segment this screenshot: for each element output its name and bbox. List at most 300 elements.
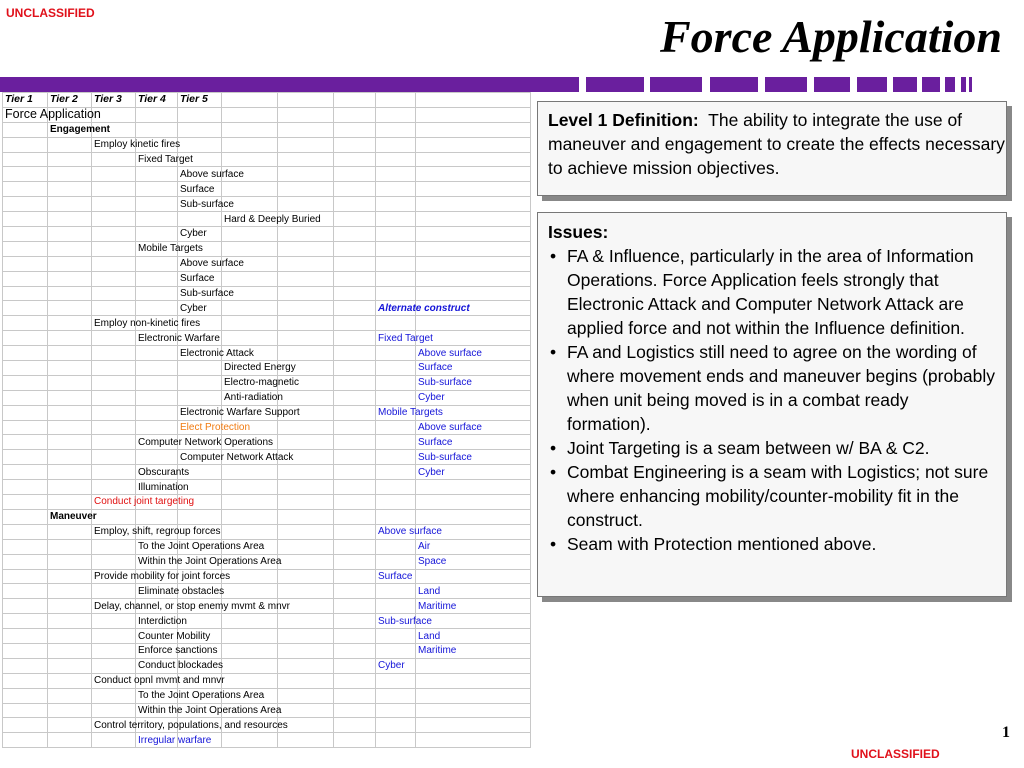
table-cell: Irregular warfare	[136, 733, 178, 748]
table-cell: Electro-magnetic	[222, 375, 278, 390]
table-cell-empty	[278, 286, 334, 301]
table-cell-empty	[334, 375, 376, 390]
table-cell-empty	[48, 182, 92, 197]
table-cell-empty	[222, 301, 278, 316]
table-cell-empty	[222, 316, 278, 331]
table-cell-empty	[416, 614, 531, 629]
table-cell-empty	[48, 271, 92, 286]
table-row	[3, 137, 531, 152]
table-cell: Control territory, populations, and resources	[92, 718, 136, 733]
table-cell-empty	[222, 107, 278, 122]
table-cell-empty	[376, 450, 416, 465]
table-cell-empty	[334, 599, 376, 614]
table-cell-empty	[416, 122, 531, 137]
table-cell-empty	[334, 629, 376, 644]
table-cell-empty	[222, 227, 278, 242]
table-cell-empty	[416, 718, 531, 733]
table-cell-empty	[178, 509, 222, 524]
table-cell-empty	[92, 212, 136, 227]
table-cell-empty	[376, 107, 416, 122]
table-cell: Fixed Target	[136, 152, 178, 167]
table-cell-empty	[3, 182, 48, 197]
table-row	[3, 301, 531, 316]
table-header-row	[3, 93, 531, 108]
table-cell-empty	[278, 554, 334, 569]
table-cell-empty	[136, 271, 178, 286]
table-cell: Computer Network Operations	[136, 435, 178, 450]
table-cell-empty	[278, 390, 334, 405]
table-cell-empty	[376, 554, 416, 569]
table-cell-empty	[278, 584, 334, 599]
table-cell-empty	[92, 733, 136, 748]
table-cell-empty	[3, 331, 48, 346]
table-cell-empty	[92, 301, 136, 316]
table-row	[3, 539, 531, 554]
table-cell-empty	[222, 733, 278, 748]
table-cell: Hard & Deeply Buried	[222, 212, 278, 227]
table-row	[3, 420, 531, 435]
table-cell-empty	[48, 658, 92, 673]
table-row	[3, 495, 531, 510]
table-cell: Maneuver	[48, 509, 92, 524]
table-cell-empty	[416, 673, 531, 688]
table-row	[3, 286, 531, 301]
table-cell-empty	[3, 212, 48, 227]
table-cell-empty	[92, 435, 136, 450]
table-cell-empty	[334, 256, 376, 271]
table-row	[3, 465, 531, 480]
table-cell-empty	[334, 182, 376, 197]
table-cell-empty	[48, 733, 92, 748]
table-cell-empty	[136, 212, 178, 227]
table-cell-empty	[334, 569, 376, 584]
table-cell-empty	[416, 733, 531, 748]
table-cell: Employ kinetic fires	[92, 137, 136, 152]
table-cell-empty	[48, 688, 92, 703]
table-cell-empty	[48, 643, 92, 658]
table-row	[3, 584, 531, 599]
table-row	[3, 703, 531, 718]
table-cell-empty	[278, 658, 334, 673]
table-row	[3, 599, 531, 614]
table-cell-empty	[416, 495, 531, 510]
table-cell-empty	[92, 361, 136, 376]
table-cell-empty	[376, 256, 416, 271]
table-cell: Conduct joint targeting	[92, 495, 136, 510]
table-cell: Surface	[416, 361, 531, 376]
table-header-cell: Tier 2	[48, 93, 92, 108]
table-cell-empty	[3, 346, 48, 361]
table-cell-empty	[334, 509, 376, 524]
table-header-cell	[222, 93, 278, 108]
table-cell-empty	[92, 450, 136, 465]
table-cell-empty	[278, 703, 334, 718]
table-cell: Land	[416, 584, 531, 599]
table-row	[3, 614, 531, 629]
table-cell-empty	[376, 122, 416, 137]
table-cell-empty	[222, 241, 278, 256]
table-row	[3, 390, 531, 405]
table-cell: Counter Mobility	[136, 629, 178, 644]
table-row	[3, 361, 531, 376]
table-cell-empty	[92, 480, 136, 495]
table-cell-empty	[334, 152, 376, 167]
table-cell-empty	[376, 420, 416, 435]
table-cell-empty	[178, 122, 222, 137]
table-cell-empty	[136, 361, 178, 376]
table-row	[3, 554, 531, 569]
table-cell-empty	[178, 212, 222, 227]
table-row	[3, 107, 531, 122]
table-cell-empty	[416, 241, 531, 256]
table-cell-empty	[178, 137, 222, 152]
table-cell-empty	[222, 480, 278, 495]
table-cell-empty	[48, 346, 92, 361]
table-cell-empty	[48, 152, 92, 167]
table-cell-empty	[376, 465, 416, 480]
table-cell-empty	[278, 539, 334, 554]
table-cell: Electronic Warfare	[136, 331, 178, 346]
table-row	[3, 212, 531, 227]
table-cell: Eliminate obstacles	[136, 584, 178, 599]
table-cell-empty	[278, 152, 334, 167]
table-cell-empty	[376, 703, 416, 718]
table-cell: Delay, channel, or stop enemy mvmt & mnvr	[92, 599, 136, 614]
table-cell-empty	[278, 509, 334, 524]
table-cell-empty	[3, 688, 48, 703]
table-cell: Maritime	[416, 643, 531, 658]
table-row	[3, 256, 531, 271]
table-cell: Conduct blockades	[136, 658, 178, 673]
table-cell-empty	[222, 629, 278, 644]
table-cell-empty	[48, 375, 92, 390]
table-cell-empty	[334, 465, 376, 480]
table-cell-empty	[136, 450, 178, 465]
table-cell-empty	[376, 718, 416, 733]
definition-text: The ability to integrate the use of maneuver and engagement to create the effects necessary to achieve mission objectives.	[548, 110, 1005, 178]
table-cell-empty	[416, 107, 531, 122]
table-cell: Cyber	[376, 658, 416, 673]
table-cell-empty	[222, 152, 278, 167]
table-cell-empty	[334, 316, 376, 331]
table-cell-empty	[334, 420, 376, 435]
table-cell-empty	[48, 420, 92, 435]
table-cell-empty	[376, 137, 416, 152]
issues-label: Issues:	[548, 222, 609, 242]
table-cell-empty	[278, 629, 334, 644]
table-row	[3, 375, 531, 390]
table-cell-empty	[278, 256, 334, 271]
table-cell-empty	[136, 509, 178, 524]
table-cell-empty	[92, 465, 136, 480]
table-cell-empty	[278, 241, 334, 256]
table-cell-empty	[334, 643, 376, 658]
table-cell-empty	[3, 241, 48, 256]
table-cell-empty	[416, 227, 531, 242]
table-header-cell	[376, 93, 416, 108]
table-cell-empty	[376, 241, 416, 256]
table-cell-empty	[3, 122, 48, 137]
table-row	[3, 271, 531, 286]
table-cell-empty	[136, 167, 178, 182]
table-cell-empty	[136, 301, 178, 316]
table-cell-empty	[334, 271, 376, 286]
table-cell-empty	[3, 718, 48, 733]
table-cell-empty	[416, 703, 531, 718]
table-cell-empty	[334, 227, 376, 242]
table-cell-empty	[416, 167, 531, 182]
table-cell: Employ, shift, regroup forces	[92, 524, 136, 539]
table-cell-empty	[3, 509, 48, 524]
table-cell-empty	[48, 539, 92, 554]
table-cell-empty	[48, 584, 92, 599]
table-cell-empty	[416, 256, 531, 271]
table-cell-empty	[92, 286, 136, 301]
table-cell-empty	[3, 584, 48, 599]
table-cell-empty	[278, 182, 334, 197]
table-cell-empty	[278, 197, 334, 212]
table-cell-empty	[136, 390, 178, 405]
table-cell: Electronic Warfare Support	[178, 405, 222, 420]
table-cell-empty	[48, 137, 92, 152]
table-cell-empty	[48, 331, 92, 346]
table-cell: Above surface	[416, 346, 531, 361]
table-cell-empty	[92, 390, 136, 405]
table-cell-empty	[48, 301, 92, 316]
table-cell-empty	[136, 375, 178, 390]
table-cell: Anti-radiation	[222, 390, 278, 405]
table-cell-empty	[334, 361, 376, 376]
table-cell-empty	[178, 361, 222, 376]
table-cell-empty	[334, 703, 376, 718]
table-cell-empty	[416, 569, 531, 584]
table-cell-empty	[376, 629, 416, 644]
table-cell-empty	[92, 271, 136, 286]
table-cell-empty	[416, 509, 531, 524]
table-cell-empty	[48, 629, 92, 644]
table-cell-empty	[3, 495, 48, 510]
table-cell-empty	[334, 107, 376, 122]
table-cell: Within the Joint Operations Area	[136, 554, 178, 569]
table-row	[3, 152, 531, 167]
table-cell-empty	[48, 316, 92, 331]
table-cell-empty	[278, 107, 334, 122]
table-cell-empty	[3, 375, 48, 390]
table-cell-empty	[376, 435, 416, 450]
table-cell-empty	[222, 584, 278, 599]
table-cell-empty	[92, 167, 136, 182]
table-cell-empty	[92, 256, 136, 271]
issue-item: • FA and Logistics still need to agree on the wording of where movement ends and maneuver begins (probably when unit being moved is in a combat ready formation).	[548, 340, 996, 436]
table-cell-empty	[376, 539, 416, 554]
table-cell-empty	[376, 286, 416, 301]
table-cell-empty	[334, 733, 376, 748]
issues-box	[537, 212, 1007, 597]
table-cell-empty	[3, 450, 48, 465]
table-cell-empty	[48, 241, 92, 256]
table-cell: Enforce sanctions	[136, 643, 178, 658]
table-cell: Sub-surface	[376, 614, 416, 629]
table-cell: Above surface	[178, 256, 222, 271]
table-cell-empty	[376, 509, 416, 524]
table-cell-empty	[334, 718, 376, 733]
table-cell: Elect Protection	[178, 420, 222, 435]
table-cell-empty	[3, 137, 48, 152]
table-cell-empty	[334, 614, 376, 629]
table-cell-empty	[48, 673, 92, 688]
table-cell: Alternate construct	[376, 301, 416, 316]
page-number: 1	[1002, 724, 1010, 741]
table-cell-empty	[278, 643, 334, 658]
table-cell-empty	[416, 688, 531, 703]
table-cell-empty	[278, 673, 334, 688]
table-cell-empty	[48, 554, 92, 569]
table-cell-empty	[376, 584, 416, 599]
table-cell: Sub-surface	[178, 197, 222, 212]
table-cell-empty	[278, 301, 334, 316]
table-cell-empty	[278, 569, 334, 584]
table-cell-empty	[48, 524, 92, 539]
table-cell-empty	[92, 331, 136, 346]
table-cell: Cyber	[416, 390, 531, 405]
table-cell: Interdiction	[136, 614, 178, 629]
table-cell-empty	[136, 256, 178, 271]
table-row	[3, 405, 531, 420]
table-cell-empty	[136, 346, 178, 361]
table-row	[3, 122, 531, 137]
table-header-cell: Tier 3	[92, 93, 136, 108]
table-cell-empty	[3, 197, 48, 212]
table-cell: Employ non-kinetic fires	[92, 316, 136, 331]
table-row	[3, 167, 531, 182]
table-cell-empty	[376, 643, 416, 658]
table-cell-empty	[3, 167, 48, 182]
table-cell: Land	[416, 629, 531, 644]
table-cell-empty	[334, 331, 376, 346]
table-cell-empty	[278, 227, 334, 242]
table-cell: Above surface	[416, 420, 531, 435]
table-cell-empty	[92, 509, 136, 524]
table-cell: Fixed Target	[376, 331, 416, 346]
table-cell-empty	[416, 271, 531, 286]
table-cell-empty	[92, 703, 136, 718]
table-cell-empty	[334, 241, 376, 256]
table-row	[3, 480, 531, 495]
table-cell-empty	[278, 331, 334, 346]
table-cell-empty	[376, 361, 416, 376]
table-cell-empty	[222, 137, 278, 152]
table-cell-empty	[416, 286, 531, 301]
table-cell-empty	[92, 629, 136, 644]
table-cell-empty	[334, 584, 376, 599]
table-cell-empty	[376, 167, 416, 182]
table-cell-empty	[416, 152, 531, 167]
table-cell-empty	[416, 137, 531, 152]
table-cell-empty	[3, 554, 48, 569]
table-cell-empty	[416, 182, 531, 197]
table-cell-empty	[92, 375, 136, 390]
table-cell-empty	[278, 346, 334, 361]
table-cell-empty	[376, 733, 416, 748]
table-cell-empty	[278, 122, 334, 137]
table-cell-empty	[178, 390, 222, 405]
definition-label: Level 1 Definition:	[548, 110, 699, 130]
table-cell-empty	[376, 182, 416, 197]
table-header-cell	[416, 93, 531, 108]
table-row	[3, 718, 531, 733]
table-cell-empty	[136, 197, 178, 212]
table-cell-empty	[3, 569, 48, 584]
table-cell-empty	[92, 584, 136, 599]
table-cell-empty	[416, 480, 531, 495]
table-cell-empty	[48, 450, 92, 465]
table-row	[3, 182, 531, 197]
table-cell-empty	[334, 658, 376, 673]
definition-box	[537, 101, 1007, 196]
table-cell-empty	[376, 152, 416, 167]
table-cell-empty	[376, 480, 416, 495]
table-cell-empty	[178, 107, 222, 122]
table-cell-empty	[376, 316, 416, 331]
table-cell-empty	[416, 658, 531, 673]
table-cell-empty	[3, 271, 48, 286]
table-cell-empty	[222, 495, 278, 510]
slide-title: Force Application	[659, 11, 1002, 62]
table-cell-empty	[278, 316, 334, 331]
table-cell-empty	[3, 465, 48, 480]
table-cell-empty	[48, 197, 92, 212]
table-cell-empty	[278, 614, 334, 629]
table-cell-empty	[136, 420, 178, 435]
table-cell-empty	[334, 554, 376, 569]
table-cell: To the Joint Operations Area	[136, 539, 178, 554]
table-cell-empty	[376, 346, 416, 361]
table-row	[3, 524, 531, 539]
table-cell: Air	[416, 539, 531, 554]
table-cell: Conduct opnl mvmt and mnvr	[92, 673, 136, 688]
table-cell-empty	[3, 435, 48, 450]
table-cell-empty	[136, 227, 178, 242]
table-cell-empty	[278, 688, 334, 703]
table-cell: Cyber	[178, 227, 222, 242]
table-cell-empty	[48, 569, 92, 584]
table-cell-empty	[3, 524, 48, 539]
table-row	[3, 227, 531, 242]
table-cell-empty	[334, 673, 376, 688]
table-cell-empty	[222, 509, 278, 524]
table-cell-empty	[278, 435, 334, 450]
table-cell-empty	[92, 197, 136, 212]
table-cell-empty	[178, 375, 222, 390]
table-cell-empty	[376, 495, 416, 510]
table-cell-empty	[136, 182, 178, 197]
table-cell: Cyber	[178, 301, 222, 316]
capability-tier-table	[2, 92, 531, 748]
table-cell-empty	[416, 316, 531, 331]
table-cell: Within the Joint Operations Area	[136, 703, 178, 718]
table-cell-empty	[92, 346, 136, 361]
table-row	[3, 569, 531, 584]
table-cell-empty	[222, 643, 278, 658]
table-row	[3, 435, 531, 450]
table-cell-empty	[3, 316, 48, 331]
issue-item: • FA & Influence, particularly in the area of Information Operations. Force Application feels strongly that Electronic Attack and Computer Network Attack are applied force and not within the Influence definition.	[548, 244, 996, 340]
table-cell-empty	[334, 197, 376, 212]
table-cell-empty	[3, 703, 48, 718]
table-cell-empty	[136, 286, 178, 301]
table-cell-empty	[222, 182, 278, 197]
table-cell-empty	[48, 465, 92, 480]
